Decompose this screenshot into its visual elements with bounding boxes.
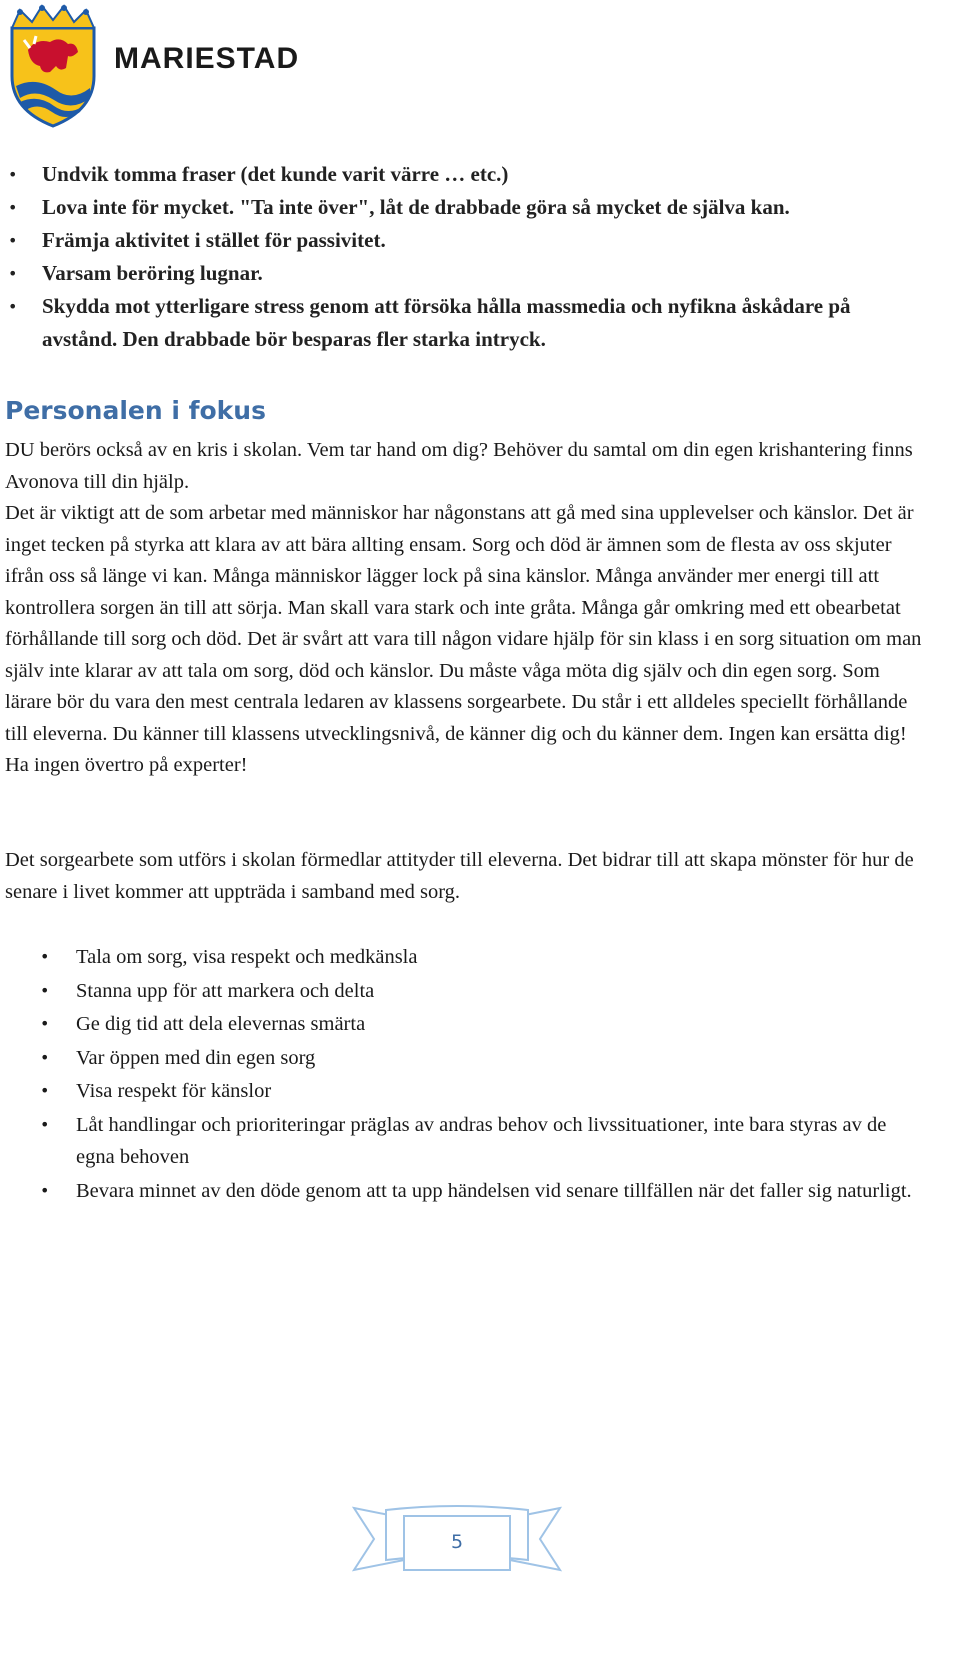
list-item: • Tala om sorg, visa respekt och medkänsla: [0, 941, 930, 974]
paragraph-intro: DU berörs också av en kris i skolan. Vem tar hand om dig? Behöver du samtal om din egen krishantering finns Avonova till din hjälp.: [5, 439, 913, 493]
list-item: • Ge dig tid att dela elevernas smärta: [0, 1008, 930, 1041]
list-item: • Låt handlingar och prioriteringar präglas av andras behov och livssituationer, inte bara styras av de egna behoven: [0, 1109, 930, 1174]
page-footer: [352, 1504, 562, 1574]
list-item: • Varsam beröring lugnar.: [0, 257, 930, 290]
list-item: • Stanna upp för att markera och delta: [0, 975, 930, 1008]
list-item: • Var öppen med din egen sorg: [0, 1042, 930, 1075]
list-item: • Lova inte för mycket. "Ta inte över", låt de drabbade göra så mycket de själva kan.: [0, 191, 930, 224]
list-item: • Främja aktivitet i stället för passivitet.: [0, 224, 930, 257]
page-number: 5: [450, 1531, 464, 1553]
list-item: • Bevara minnet av den döde genom att ta upp händelsen vid senare tillfällen när det faller sig naturligt.: [0, 1175, 930, 1208]
paragraph-conclusion: Det sorgearbete som utförs i skolan förmedlar attityder till eleverna. Det bidrar till att skapa mönster för hur de senare i livet kommer att uppträda i samband med sorg.: [5, 849, 914, 903]
section-heading: Personalen i fokus: [5, 396, 266, 425]
list-item: • Undvik tomma fraser (det kunde varit värre … etc.): [0, 158, 930, 191]
mariestad-crest-logo: [6, 2, 100, 130]
list-item: • Visa respekt för känslor: [0, 1075, 930, 1108]
bold-bullet-list: [0, 158, 930, 356]
advice-bullet-list: [0, 941, 930, 1208]
header: [6, 2, 306, 132]
list-item: • Skydda mot ytterligare stress genom att försöka hålla massmedia och nyfikna åskådare på avstånd. Den drabbade bör besparas fler starka intryck.: [0, 290, 930, 356]
paragraph-body: Det är viktigt att de som arbetar med människor har någonstans att gå med sina upplevelser och känslor. Det är inget tecken på styrka att klara av att bära allting ensam. Sorg och död är ämnen som de flesta av oss skjuter ifrån oss så länge vi kan. Många människor lägger lock på sina känslor. Många använder mer energi till att kontrollera sorgen än till att sörja. Man skall vara stark och inte gråta. Många går omkring med ett obearbetat förhållande till sorg och död. Det är svårt att vara till någon vidare hjälp för sin klass i en sorg situation om man själv inte klarar av att tala om sorg, död och känslor. Du måste våga möta dig själv och din egen sorg. Som lärare bör du vara den mest centrala ledaren av klassens sorgearbete. Du står i ett alldeles speciellt förhållande till eleverna. Du känner till klassens utvecklingsnivå, de känner dig och du känner dem. Ingen kan ersätta dig! Ha ingen övertro på experter!: [5, 502, 922, 776]
brand-name: MARIESTAD: [114, 42, 300, 75]
